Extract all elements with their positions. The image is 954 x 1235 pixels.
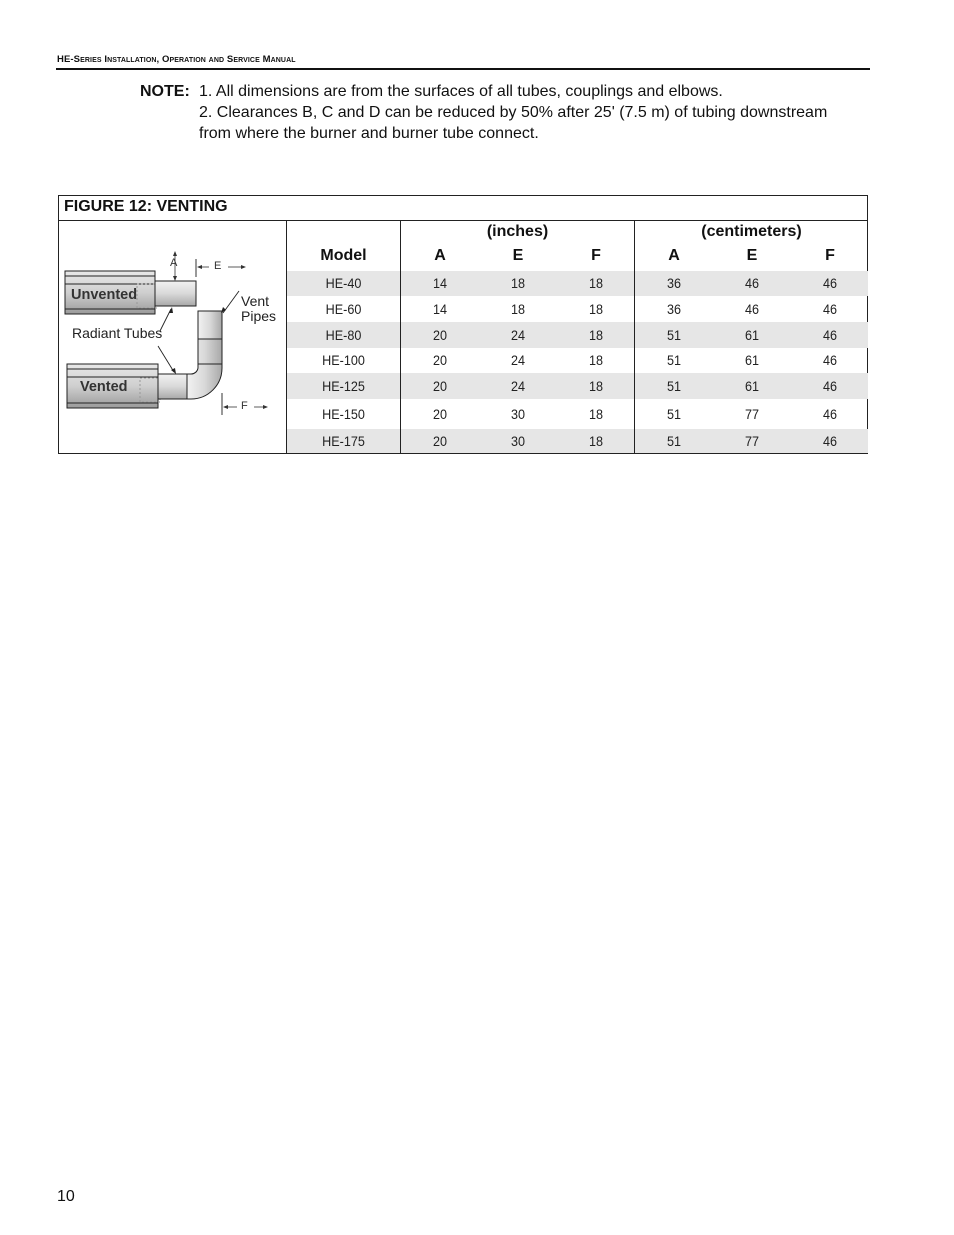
cm-e-cell: 46: [744, 301, 760, 317]
in-e-cell: 18: [510, 275, 526, 291]
cm-f-cell: 46: [822, 327, 838, 343]
in-e-cell: 30: [510, 406, 526, 422]
in-f-cell: 18: [588, 406, 604, 422]
unvented-label: Unvented: [71, 287, 138, 303]
in-f-cell: 18: [588, 378, 604, 394]
in-a-cell: 20: [432, 352, 448, 368]
figure-venting: [58, 195, 868, 454]
column-header-in-a: A: [434, 247, 446, 264]
in-e-cell: 18: [510, 301, 526, 317]
cm-a-cell: 51: [666, 406, 682, 422]
column-header-in-f: F: [591, 247, 601, 264]
cm-a-cell: 51: [666, 327, 682, 343]
in-e-cell: 24: [510, 327, 526, 343]
cm-a-cell: 51: [666, 352, 682, 368]
note-line-1: 1. All dimensions are from the surfaces of all tubes, couplings and elbows.: [199, 83, 723, 100]
cm-f-cell: 46: [822, 378, 838, 394]
cm-f-cell: 46: [822, 406, 838, 422]
column-header-cm-e: E: [746, 247, 758, 264]
table-row-he-60: [287, 301, 868, 321]
page-number: 10: [57, 1188, 75, 1205]
in-e-cell: 24: [510, 352, 526, 368]
cm-e-cell: 61: [744, 327, 760, 343]
venting-clearance-table: [286, 221, 868, 453]
dimension-f-label: F: [241, 400, 248, 412]
in-f-cell: 18: [588, 301, 604, 317]
in-f-cell: 18: [588, 275, 604, 291]
dimension-e-label: E: [214, 260, 222, 272]
in-a-cell: 20: [432, 327, 448, 343]
in-f-cell: 18: [588, 327, 604, 343]
cm-e-cell: 46: [744, 275, 760, 291]
in-f-cell: 18: [588, 352, 604, 368]
cm-e-cell: 77: [744, 406, 760, 422]
model-cell: HE-60: [325, 301, 362, 317]
table-row-he-150: [287, 406, 868, 426]
vent-pipes-label: Vent Pipes: [241, 293, 277, 324]
cm-f-cell: 46: [822, 352, 838, 368]
table-row-he-175: [287, 433, 868, 453]
cm-f-cell: 46: [822, 301, 838, 317]
table-row-he-100: [287, 352, 868, 372]
model-cell: HE-40: [325, 275, 362, 291]
cm-e-cell: 77: [744, 433, 760, 449]
column-header-cm-a: A: [668, 247, 680, 264]
model-cell: HE-80: [325, 327, 362, 343]
cm-f-cell: 46: [822, 433, 838, 449]
cm-a-cell: 51: [666, 378, 682, 394]
cm-e-cell: 61: [744, 352, 760, 368]
dimension-a-label: A: [170, 257, 178, 269]
in-a-cell: 20: [432, 406, 448, 422]
radiant-tubes-label: Radiant Tubes: [72, 325, 163, 341]
table-row-he-40: [287, 275, 868, 295]
venting-diagram: [59, 221, 286, 453]
cm-a-cell: 36: [666, 301, 682, 317]
in-a-cell: 20: [432, 378, 448, 394]
running-header: HE-Series Installation, Operation and Service Manual: [57, 54, 296, 65]
cm-a-cell: 51: [666, 433, 682, 449]
in-a-cell: 14: [432, 275, 448, 291]
in-f-cell: 18: [588, 433, 604, 449]
note-line-3: from where the burner and burner tube connect.: [199, 125, 539, 142]
note-line-2: 2. Clearances B, C and D can be reduced by 50% after 25' (7.5 m) of tubing downstream: [199, 104, 828, 121]
model-cell: HE-150: [322, 406, 365, 422]
centimeters-group-header: (centimeters): [701, 223, 802, 240]
vented-label: Vented: [80, 379, 128, 395]
figure-title: FIGURE 12: VENTING: [64, 198, 228, 215]
model-cell: HE-175: [322, 433, 365, 449]
column-header-model: Model: [320, 247, 367, 264]
column-header-cm-f: F: [825, 247, 835, 264]
model-cell: HE-125: [322, 378, 365, 394]
in-e-cell: 24: [510, 378, 526, 394]
cm-f-cell: 46: [822, 275, 838, 291]
in-e-cell: 30: [510, 433, 526, 449]
table-row-he-80: [287, 327, 868, 347]
in-a-cell: 20: [432, 433, 448, 449]
table-row-he-125: [287, 378, 868, 398]
cm-e-cell: 61: [744, 378, 760, 394]
model-cell: HE-100: [322, 352, 365, 368]
header-rule: [56, 68, 870, 70]
column-header-in-e: E: [512, 247, 524, 264]
cm-a-cell: 36: [666, 275, 682, 291]
inches-group-header: (inches): [486, 223, 549, 240]
in-a-cell: 14: [432, 301, 448, 317]
note-label: NOTE:: [140, 83, 190, 100]
